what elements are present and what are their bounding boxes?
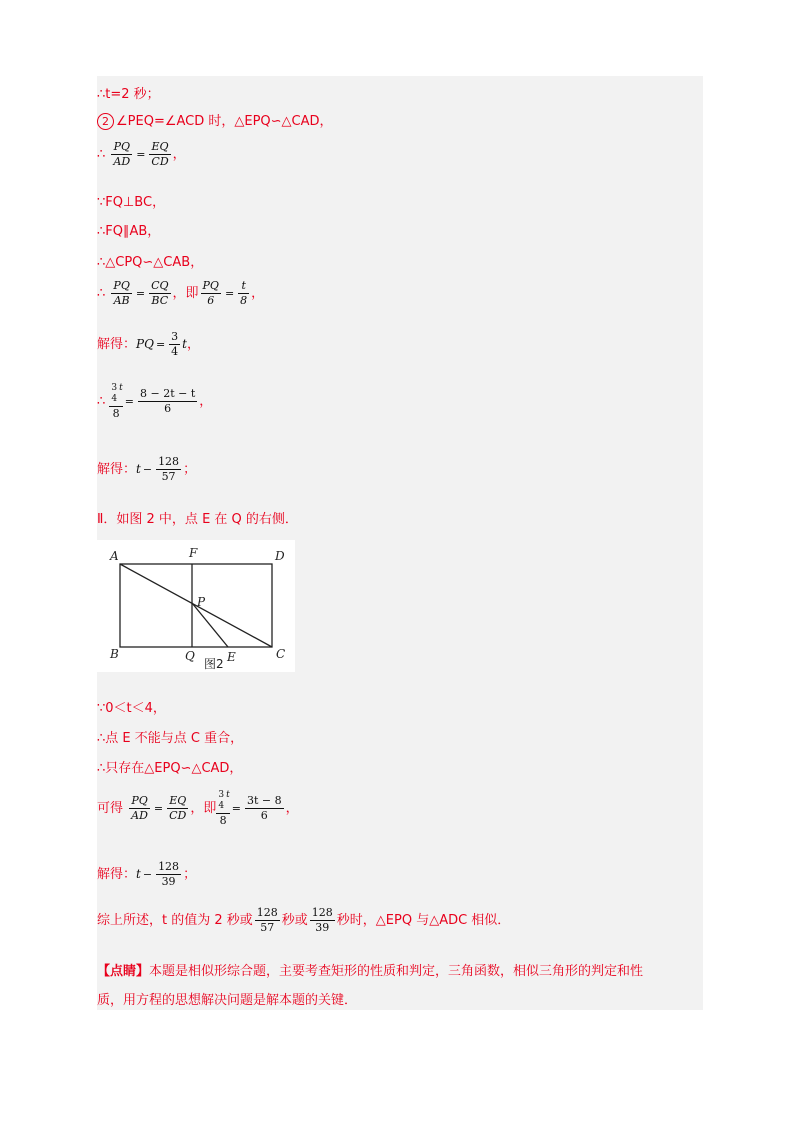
solve-label: 解得：: [97, 336, 137, 352]
line-case-ii: Ⅱ．如图 2 中，点 E 在 Q 的右侧．: [97, 512, 298, 527]
semicolon: ；: [183, 461, 197, 477]
fraction-pq-6: $\frac{PQ}{6}$: [202, 279, 219, 307]
line-equation-2: [97, 790, 299, 827]
label-p: P: [197, 595, 206, 609]
line-t-range: ∵0＜t＜4，: [97, 701, 166, 716]
fraction-128-57: $\frac{128}{57}$: [256, 906, 278, 934]
label-a: A: [110, 549, 119, 563]
line-cpq-similar-cab: ∴△CPQ∽△CAB，: [97, 255, 204, 270]
t-variable: t: [182, 336, 187, 351]
solve-label: 解得：: [97, 866, 137, 882]
fraction-3-4: $\frac{3}{4}$: [171, 330, 179, 358]
equals-sign: =: [153, 801, 164, 815]
minus-sign: −: [142, 462, 153, 476]
line-conclusion: [97, 906, 510, 935]
line-ratio-pq-ab: [97, 279, 264, 308]
fraction-eq-cd: $\frac{EQ}{CD}$: [169, 794, 187, 822]
circled-number: 2: [97, 113, 114, 130]
fraction-t-8: $\frac{t}{8}$: [240, 279, 248, 307]
conclusion-part-1: 综上所述，t 的值为 2 秒或: [97, 912, 253, 928]
namely-text: ，即: [172, 285, 199, 301]
line-e-not-c: ∴点 E 不能与点 C 重合，: [97, 731, 244, 746]
t-variable: t: [136, 461, 141, 476]
fraction-eq-cd: $\frac{EQ}{CD}$: [151, 140, 169, 168]
comma: ，: [285, 800, 299, 816]
line-fq-perp-bc: ∵FQ⊥BC，: [97, 195, 166, 210]
equals-sign: =: [155, 337, 166, 351]
fraction-3t-minus-8: $\frac{3t - 8}{6}$: [246, 794, 282, 822]
line-only-similar: ∴只存在△EPQ∽△CAD，: [97, 761, 243, 776]
compound-fraction: 3 4 t 8: [111, 383, 123, 420]
pq-variable: PQ: [136, 336, 154, 351]
equals-sign: =: [135, 286, 146, 300]
fraction-128-57: $\frac{128}{57}$: [158, 455, 180, 483]
comment-tag: 【点睛】: [97, 964, 150, 979]
line-t-equals-2: ∴t=2 秒；: [97, 87, 160, 102]
figure-2: [97, 540, 295, 672]
fraction-pq-ab: $\frac{PQ}{AB}$: [113, 279, 130, 307]
therefore-symbol: ∴: [97, 146, 106, 162]
equals-sign: =: [231, 801, 241, 815]
comma: ，: [251, 285, 265, 301]
fraction-128-39: $\frac{128}{39}$: [311, 906, 333, 934]
conclusion-part-2: 秒或: [281, 912, 308, 928]
semicolon: ；: [183, 866, 197, 882]
rectangle-diagram: [97, 540, 295, 672]
namely-text: ，即: [190, 800, 217, 816]
equals-sign: =: [136, 147, 146, 161]
label-f: F: [189, 546, 198, 560]
line-equation-1: [97, 383, 212, 420]
line-solve-t-39: [97, 860, 196, 889]
fraction-128-39: $\frac{128}{39}$: [158, 860, 180, 888]
therefore-symbol: ∴: [97, 285, 106, 301]
label-b: B: [110, 647, 119, 661]
label-e: E: [227, 650, 236, 664]
label-c: C: [276, 647, 286, 661]
figure-caption: 图2: [204, 657, 224, 671]
line-fq-parallel-ab: ∴FQ∥AB，: [97, 224, 161, 239]
fraction-pq-ad: $\frac{PQ}{AD}$: [131, 794, 148, 822]
obtain-label: 可得: [97, 800, 124, 816]
line-solve-pq: [97, 330, 200, 359]
line-comment-cont: 质，用方程的思想解决问题是解本题的关键．: [97, 993, 358, 1008]
t-variable: t: [136, 866, 141, 881]
line-comment: [97, 960, 643, 979]
line-ratio-pq-ad: [97, 140, 186, 169]
comma: ，: [186, 336, 200, 352]
equals-sign: =: [124, 394, 134, 408]
minus-sign: −: [142, 867, 153, 881]
equals-sign: =: [224, 286, 235, 300]
fraction-8-minus-2t-minus-t: $\frac{8 - 2t - t}{6}$: [140, 387, 196, 415]
comment-text: 本题是相似形综合题，主要考查矩形的性质和判定，三角函数，相似三角形的判定和性: [149, 964, 644, 979]
fraction-cq-bc: $\frac{CQ}{BC}$: [151, 279, 169, 307]
label-d: D: [275, 549, 285, 563]
compound-fraction: 3 4 t 8: [218, 790, 230, 827]
case-2-text: ∠PEQ=∠ACD 时，△EPQ∽△CAD，: [116, 114, 333, 129]
therefore-symbol: ∴: [97, 393, 106, 409]
fraction-pq-ad: $\frac{PQ}{AD}$: [113, 140, 131, 168]
comma: ，: [199, 393, 213, 409]
conclusion-part-3: 秒时，△EPQ 与△ADC 相似．: [336, 912, 511, 928]
line-case-2: [97, 110, 333, 130]
line-solve-t-57: [97, 455, 196, 484]
comma: ，: [172, 146, 186, 162]
label-q: Q: [185, 649, 195, 663]
solve-label: 解得：: [97, 461, 137, 477]
